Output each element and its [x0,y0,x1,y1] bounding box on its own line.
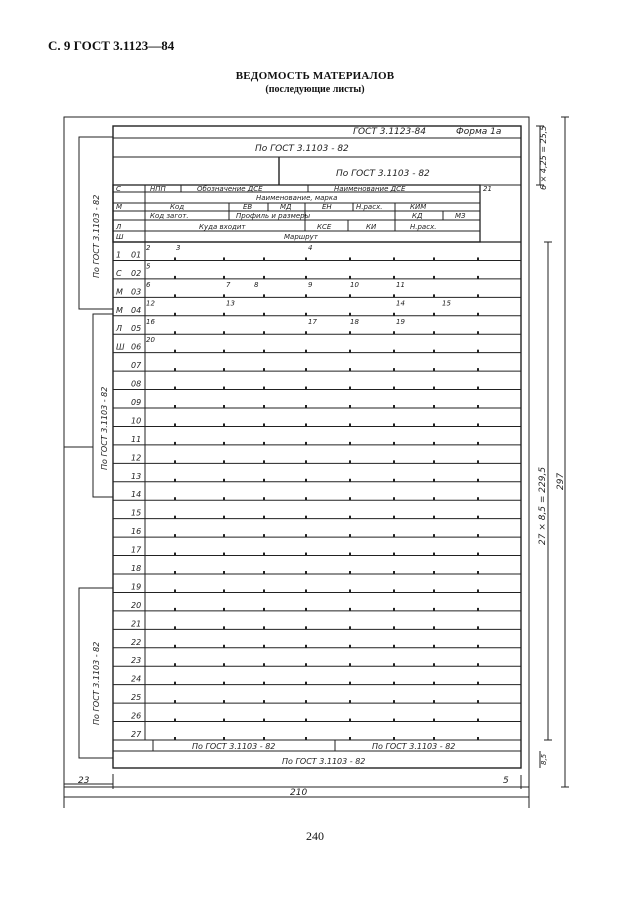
document-title: ВЕДОМОСТЬ МАТЕРИАЛОВ [235,70,395,82]
top-ref-label: По ГОСТ 3.1103 - 82 [255,144,349,154]
head-mz: МЗ [455,212,466,220]
head-profil: Профиль и размеры [236,212,311,220]
head-kim: КИМ [410,203,427,211]
column-mark: 11 [396,280,405,289]
column-mark: 10 [350,280,359,289]
row-prefix: С [116,268,122,278]
row-number: 20 [131,600,142,610]
head-kuda: Куда входит [199,223,246,231]
column-mark: 4 [308,244,313,252]
strip-ref-1: По ГОСТ 3.1103 - 82 [92,194,101,278]
row-number: 14 [131,490,142,500]
row-number: 07 [131,361,142,371]
row-number: 13 [131,471,142,481]
column-mark: 6 [146,280,151,289]
head-naim: Наименование ДСЕ [334,185,406,193]
document-subtitle: (последующие листы) [265,84,365,95]
bottom-ref-1: По ГОСТ 3.1103 - 82 [192,742,276,751]
head-21: 21 [483,185,492,193]
dim-width: 210 [290,788,308,798]
head-ki: КИ [366,223,377,231]
gost-label: ГОСТ 3.1123-84 [353,127,426,137]
column-mark: 15 [442,299,451,308]
second-ref-label: По ГОСТ 3.1103 - 82 [336,169,430,179]
dim-bottom-right: 8,5 [540,753,548,765]
row-number: 17 [131,545,142,555]
head-marshrut: Маршрут [284,233,318,241]
row-prefix: Л [116,324,123,334]
column-mark: 18 [350,317,359,326]
page-header: С. 9 ГОСТ 3.1123—84 [48,38,175,53]
row-number: 23 [131,656,142,666]
head-nrasx2: Н.расх. [410,223,437,231]
row-number: 24 [131,674,142,684]
head-npp: НПП [150,185,166,193]
head-sh: Ш [116,233,124,241]
row-number: 15 [131,508,142,518]
row-number: 05 [131,324,142,334]
row-number: 08 [131,379,142,389]
dim-mid-right: 27 × 8,5 = 229,5 [538,466,548,545]
dim-right-margin: 5 [503,776,509,786]
head-kd: КД [412,212,423,220]
row-number: 22 [131,637,142,647]
strip-ref-3: По ГОСТ 3.1103 - 82 [92,641,101,725]
head-ev: ЕВ [243,203,253,211]
column-mark: 19 [396,317,405,326]
row-number: 02 [131,268,142,278]
column-mark: 3 [176,244,181,252]
form-label: Форма 1а [456,127,502,137]
row-prefix: Ш [116,342,125,352]
head-c: С [116,185,121,193]
row-number: 03 [131,287,142,297]
row-number: 19 [131,582,142,592]
dim-left-margin: 23 [78,776,90,786]
head-kod: Код [170,203,185,211]
column-mark: 17 [308,317,317,326]
head-nrasx: Н.расх. [356,203,383,211]
head-marka: Наименование, марка [256,194,338,202]
column-mark: 14 [396,299,405,308]
row-number: 10 [131,416,142,426]
head-kse: КСЕ [317,223,332,231]
head-obozn: Обозначение ДСЕ [197,185,263,193]
head-kod-zagot: Код загот. [150,212,189,220]
column-mark: 13 [226,299,235,308]
row-number: 11 [131,434,142,444]
row-number: 12 [131,453,142,463]
column-mark: 20 [146,336,155,345]
column-mark: 5 [146,262,151,271]
head-md: МД [280,203,292,211]
column-mark: 8 [254,280,259,289]
row-number: 06 [131,342,142,352]
row-prefix: 1 [116,250,122,260]
row-number: 01 [131,250,142,260]
column-mark: 2 [146,244,151,252]
row-number: 21 [131,619,142,629]
second-ref-block [113,157,521,185]
row-number: 18 [131,564,142,573]
bottom-ref-3: По ГОСТ 3.1103 - 82 [282,757,366,766]
row-number: 04 [131,305,142,315]
row-number: 27 [131,730,142,739]
dim-top-right: 6 × 4,25 = 25,5 [539,125,548,190]
bottom-ref-2: По ГОСТ 3.1103 - 82 [372,742,456,751]
row-number: 09 [131,398,142,407]
column-mark: 9 [308,280,313,289]
row-number: 25 [131,693,142,703]
head-m: М [116,203,123,211]
head-l: Л [116,223,122,231]
row-number: 26 [131,711,142,721]
row-number: 16 [131,527,142,537]
dim-total-height: 297 [556,472,566,490]
row-prefix: М [116,305,123,315]
strip-ref-2: По ГОСТ 3.1103 - 82 [100,386,109,470]
row-prefix: М [116,287,123,297]
head-en: ЕН [322,203,332,211]
page-number: 240 [306,829,324,843]
column-mark: 7 [226,280,231,289]
column-mark: 16 [146,317,155,326]
column-mark: 12 [146,299,155,308]
